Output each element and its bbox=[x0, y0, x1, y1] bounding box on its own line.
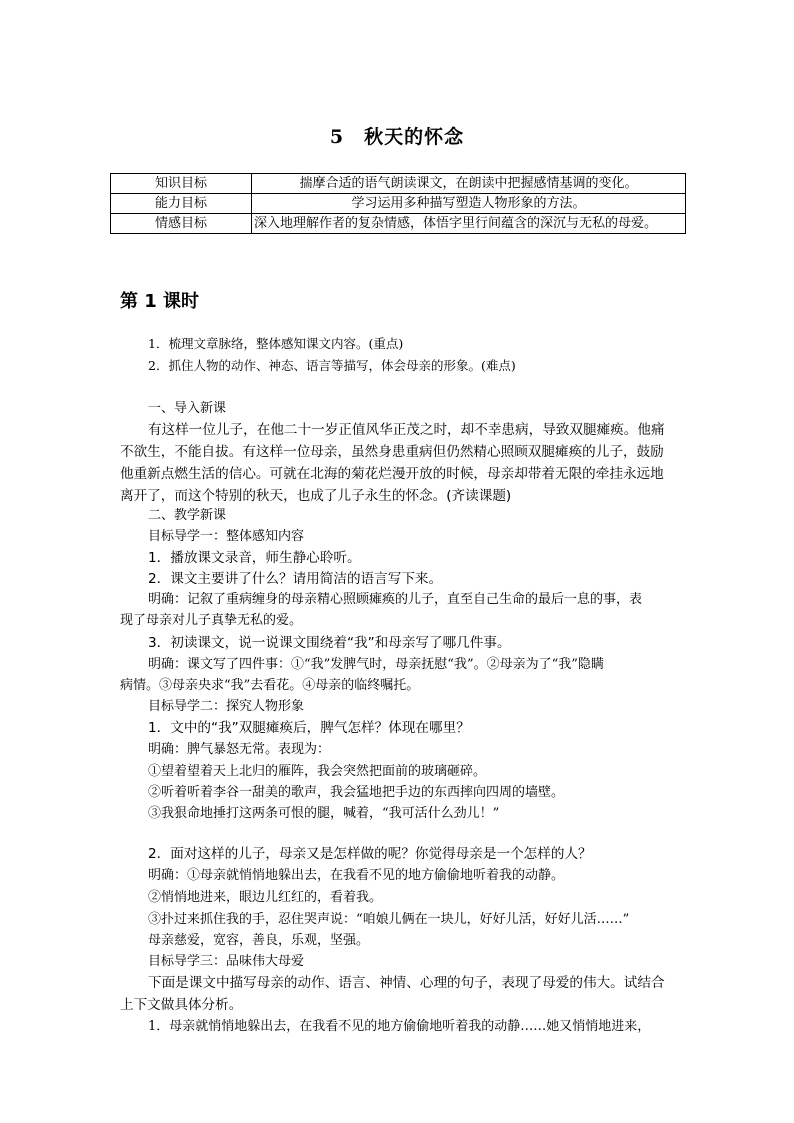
goals-content: 学习运用多种描写塑造人物形象的方法。 bbox=[252, 194, 686, 214]
paragraph-line: 离开了，而这个特别的秋天，也成了儿子永生的怀念。(齐读课题) bbox=[120, 488, 512, 504]
paragraph-line: 3．初读课文，说一说课文围绕着“我”和母亲写了哪几件事。 bbox=[148, 635, 511, 651]
objective-item: 2．抓住人物的动作、神态、语言等描写，体会母亲的形象。(难点) bbox=[148, 358, 516, 373]
paragraph-line: 有这样一位儿子，在他二十一岁正值风华正茂之时，却不幸患病，导致双腿瘫痪。他痛 bbox=[148, 422, 665, 438]
paragraph-line: ③我狠命地捶打这两条可恨的腿，喊着，“我可活什么劲儿！” bbox=[148, 806, 500, 821]
paragraph-line: 1．播放课文录音，师生静心聆听。 bbox=[148, 550, 361, 566]
goals-table bbox=[110, 173, 686, 234]
subheading: 二、教学新课 bbox=[148, 508, 227, 523]
section-heading: 第 1 课时 bbox=[120, 291, 200, 312]
paragraph-line: ②听着听着李谷一甜美的歌声，我会猛地把手边的东西摔向四周的墙壁。 bbox=[148, 785, 565, 800]
paragraph-line: 2．课文主要讲了什么？请用简洁的语言写下来。 bbox=[148, 571, 443, 587]
subheading: 目标导学三：品味伟大母爱 bbox=[148, 954, 305, 969]
paragraph-line: 他重新点燃生活的信心。可就在北海的菊花烂漫开放的时候，母亲却带着无限的牵挂永远地 bbox=[120, 466, 664, 482]
paragraph-line: 明确：脾气暴怒无常。表现为： bbox=[148, 742, 331, 757]
paragraph-line: 下面是课文中描写母亲的动作、语言、神情、心理的句子，表现了母爱的伟大。试结合 bbox=[148, 975, 665, 991]
goals-row-ability bbox=[111, 194, 686, 214]
goals-label: 能力目标 bbox=[111, 194, 252, 214]
paragraph-line: 病情。③母亲央求“我”去看花。④母亲的临终嘱托。 bbox=[120, 678, 420, 693]
goals-row-emotion bbox=[111, 214, 686, 234]
goals-row-knowledge bbox=[111, 174, 686, 194]
subheading: 一、导入新课 bbox=[148, 401, 227, 416]
paragraph-line: ③扑过来抓住我的手，忍住哭声说：“咱娘儿俩在一块儿，好好儿活，好好儿活……” bbox=[148, 912, 630, 927]
paragraph-line: 现了母亲对儿子真挚无私的爱。 bbox=[120, 613, 303, 628]
paragraph-line: 1．母亲就悄悄地躲出去，在我看不见的地方偷偷地听着我的动静……她又悄悄地进来， bbox=[148, 1019, 651, 1034]
goals-label: 知识目标 bbox=[111, 174, 252, 194]
paragraph-line: 明确：课文写了四件事：①“我”发脾气时，母亲抚慰“我”。②母亲为了“我”隐瞒 bbox=[148, 657, 604, 672]
lesson-title: 5 秋天的怀念 bbox=[329, 126, 465, 148]
paragraph-line: ②悄悄地进来，眼边儿红红的，看着我。 bbox=[148, 890, 383, 905]
paragraph-line: 母亲慈爱，宽容，善良，乐观，坚强。 bbox=[148, 933, 370, 948]
goals-label: 情感目标 bbox=[111, 214, 252, 234]
paragraph-line: 上下文做具体分析。 bbox=[120, 997, 243, 1013]
paragraph-line: 1．文中的“我”双腿瘫痪后，脾气怎样？体现在哪里？ bbox=[148, 720, 470, 736]
paragraph-line: 明确：①母亲就悄悄地躲出去，在我看不见的地方偷偷地听着我的动静。 bbox=[148, 868, 565, 883]
subheading: 目标导学一：整体感知内容 bbox=[148, 529, 305, 544]
paragraph-line: 明确：记叙了重病缠身的母亲精心照顾瘫痪的儿子，直至自己生命的最后一息的事，表 bbox=[148, 592, 643, 607]
paragraph-line: ①望着望着天上北归的雁阵，我会突然把面前的玻璃砸碎。 bbox=[148, 764, 487, 779]
objective-item: 1．梳理文章脉络，整体感知课文内容。(重点) bbox=[148, 336, 404, 351]
paragraph-line: 不欲生，不能自拔。有这样一位母亲，虽然身患重病但仍然精心照顾双腿瘫痪的儿子，鼓励 bbox=[120, 444, 664, 460]
goals-content: 揣摩合适的语气朗读课文，在朗读中把握感情基调的变化。 bbox=[252, 174, 686, 194]
subheading: 目标导学二：探究人物形象 bbox=[148, 699, 305, 714]
goals-content: 深入地理解作者的复杂情感，体悟字里行间蕴含的深沉与无私的母爱。 bbox=[252, 214, 686, 234]
paragraph-line: 2．面对这样的儿子，母亲又是怎样做的呢？你觉得母亲是一个怎样的人？ bbox=[148, 846, 592, 862]
